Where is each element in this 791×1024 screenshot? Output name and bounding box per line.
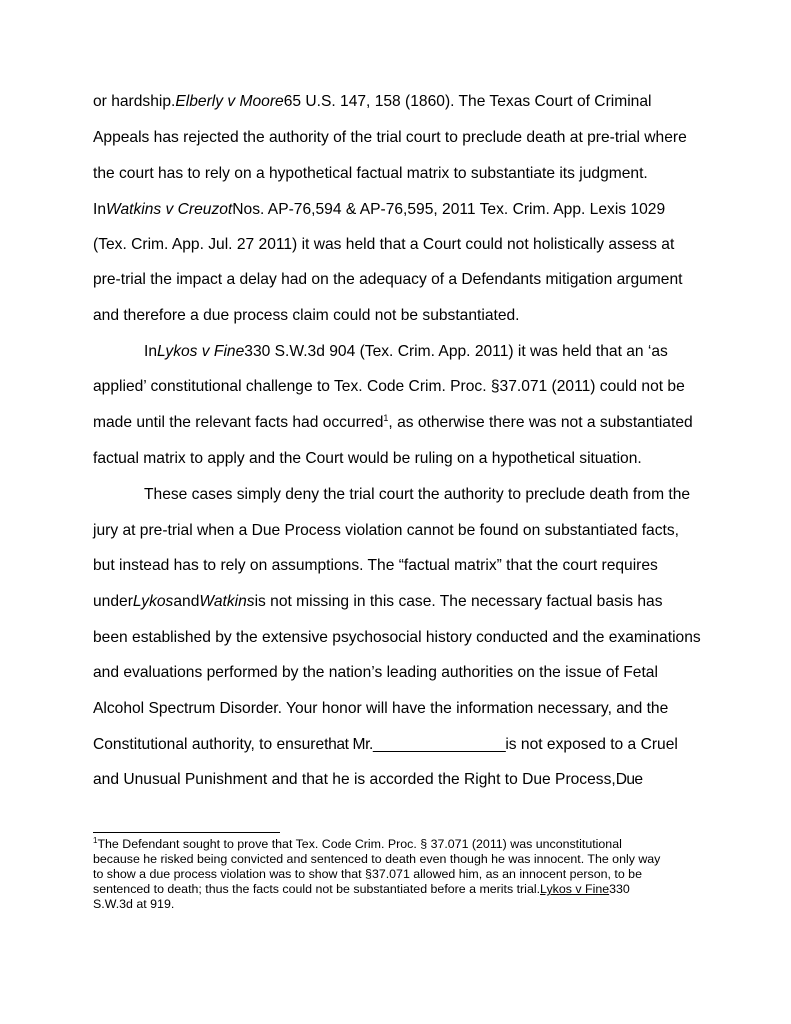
text: or hardship. [93, 93, 176, 110]
footnote-line: because he risked being convicted and sentenced to death even though he was innocent. The only way [93, 852, 661, 866]
text: 330 [609, 882, 630, 896]
text: In [93, 201, 107, 218]
text: Nos. AP-76,594 & AP-76,595, 2011 Tex. Crim. App. Lexis 1029 [232, 201, 666, 218]
body-line [93, 592, 663, 612]
text: 65 U.S. 147, 158 (1860). The Texas Court of Criminal [283, 93, 652, 110]
body-line [144, 342, 668, 362]
body-line: jury at pre-trial when a Due Process violation cannot be found on substantiated facts, [93, 522, 679, 539]
body-line: factual matrix to apply and the Court would be ruling on a hypothetical situation. [93, 450, 642, 467]
text: In [144, 343, 158, 360]
text: The Defendant sought to prove that Tex. Code Crim. Proc. § 37.071 (2011) was unconstitutional [97, 837, 622, 851]
footnote-line [93, 882, 630, 896]
body-line [93, 413, 693, 433]
body-line: and evaluations performed by the nation’s leading authorities on the issue of Fetal [93, 664, 658, 681]
text: 330 S.W.3d 904 (Tex. Crim. App. 2011) it was held that an ‘as [244, 343, 668, 360]
text: is not missing in this case. The necessary factual basis has [254, 593, 663, 610]
case-citation: Lykos v Fine [157, 343, 245, 360]
text: Constitutional authority, to ensure [93, 736, 325, 753]
text: made until the relevant facts had occurred [93, 414, 384, 431]
body-line [93, 735, 678, 755]
footnote-line: to show a due process violation was to show that §37.071 allowed him, as an innocent person, to be [93, 867, 642, 881]
case-citation-link[interactable]: Lykos v Fine [540, 882, 610, 896]
body-line: applied’ constitutional challenge to Tex. Code Crim. Proc. §37.071 (2011) could not be [93, 378, 685, 395]
body-line: Alcohol Spectrum Disorder. Your honor will have the information necessary, and the [93, 700, 669, 717]
body-line [93, 200, 665, 220]
case-citation: Lykos [132, 593, 174, 610]
body-line: (Tex. Crim. App. Jul. 27 2011) it was held that a Court could not holistically assess at [93, 236, 675, 253]
text: and [173, 593, 200, 610]
body-line: Appeals has rejected the authority of the trial court to preclude death at pre-trial where [93, 129, 687, 146]
case-citation: Watkins v Creuzot [106, 201, 233, 218]
text: Due [615, 771, 643, 788]
text: is not exposed to a Cruel [505, 736, 678, 753]
text: under [93, 593, 133, 610]
footnote-marker: 1 [93, 835, 98, 845]
case-citation: Elberly v Moore [175, 93, 284, 110]
body-line: but instead has to rely on assumptions. The “factual matrix” that the court requires [93, 557, 658, 574]
body-line: been established by the extensive psychosocial history conducted and the examinations [93, 629, 701, 646]
body-line: These cases simply deny the trial court the authority to preclude death from the [144, 486, 691, 503]
body-line: and therefore a due process claim could not be substantiated. [93, 307, 520, 324]
body-line [93, 770, 643, 790]
text: and Unusual Punishment and that he is accorded the Right to Due Process, [93, 771, 616, 788]
footnote-reference[interactable]: 1 [383, 412, 389, 423]
footnote-separator [93, 832, 280, 833]
body-line: the court has to rely on a hypothetical factual matrix to substantiate its judgment. [93, 165, 648, 182]
body-line: pre-trial the impact a delay had on the adequacy of a Defendants mitigation argument [93, 271, 683, 288]
footnote-line [93, 837, 622, 851]
body-line [93, 92, 652, 112]
footnote-line: S.W.3d at 919. [93, 897, 175, 911]
text: , as otherwise there was not a substantiated [388, 414, 693, 431]
text: sentenced to death; thus the facts could not be substantiated before a merits trial. [93, 882, 541, 896]
blank-name-field: that Mr.________________ [324, 736, 506, 753]
case-citation: Watkins [199, 593, 255, 610]
